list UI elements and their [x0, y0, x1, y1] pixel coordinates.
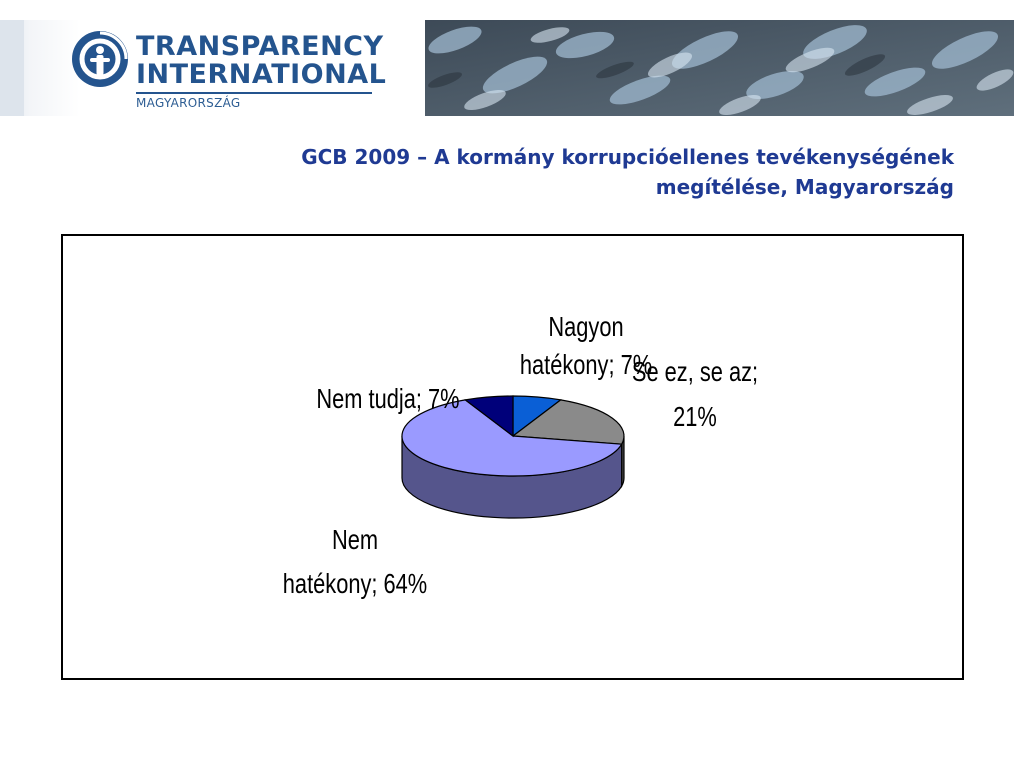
data-label-line: hatékony; 64% [282, 568, 428, 600]
page-title [94, 142, 954, 202]
pie-chart [63, 236, 962, 678]
chart-frame [61, 234, 964, 680]
data-label-line: Se ez, se az; [631, 356, 759, 388]
data-label-nem-hat-kony [283, 524, 427, 599]
page-title-line2: megítélése, Magyarország [655, 175, 954, 199]
org-country: MAGYARORSZÁG [136, 96, 241, 110]
data-label-line: Nem tudja; 7% [316, 383, 460, 415]
data-label-nem-tudja [316, 383, 459, 414]
page-title-line1: GCB 2009 – A kormány korrupcióellenes tevékenységének [301, 145, 954, 169]
data-label-se-ez-se-az [632, 356, 758, 432]
transparency-logo-icon [70, 29, 130, 89]
header-banner [0, 20, 1014, 116]
data-label-line: Nagyon [548, 311, 624, 343]
banner-edge [0, 20, 24, 116]
data-label-line: hatékony; 7% [519, 349, 653, 381]
logo-area [0, 20, 425, 116]
banner-photo [425, 20, 1014, 116]
org-name-line1: TRANSPARENCY [136, 31, 384, 62]
logo-divider [136, 92, 372, 94]
org-name-line2: INTERNATIONAL [136, 59, 387, 90]
data-label-line: Nem [331, 524, 379, 556]
data-label-line: 21% [673, 401, 717, 433]
